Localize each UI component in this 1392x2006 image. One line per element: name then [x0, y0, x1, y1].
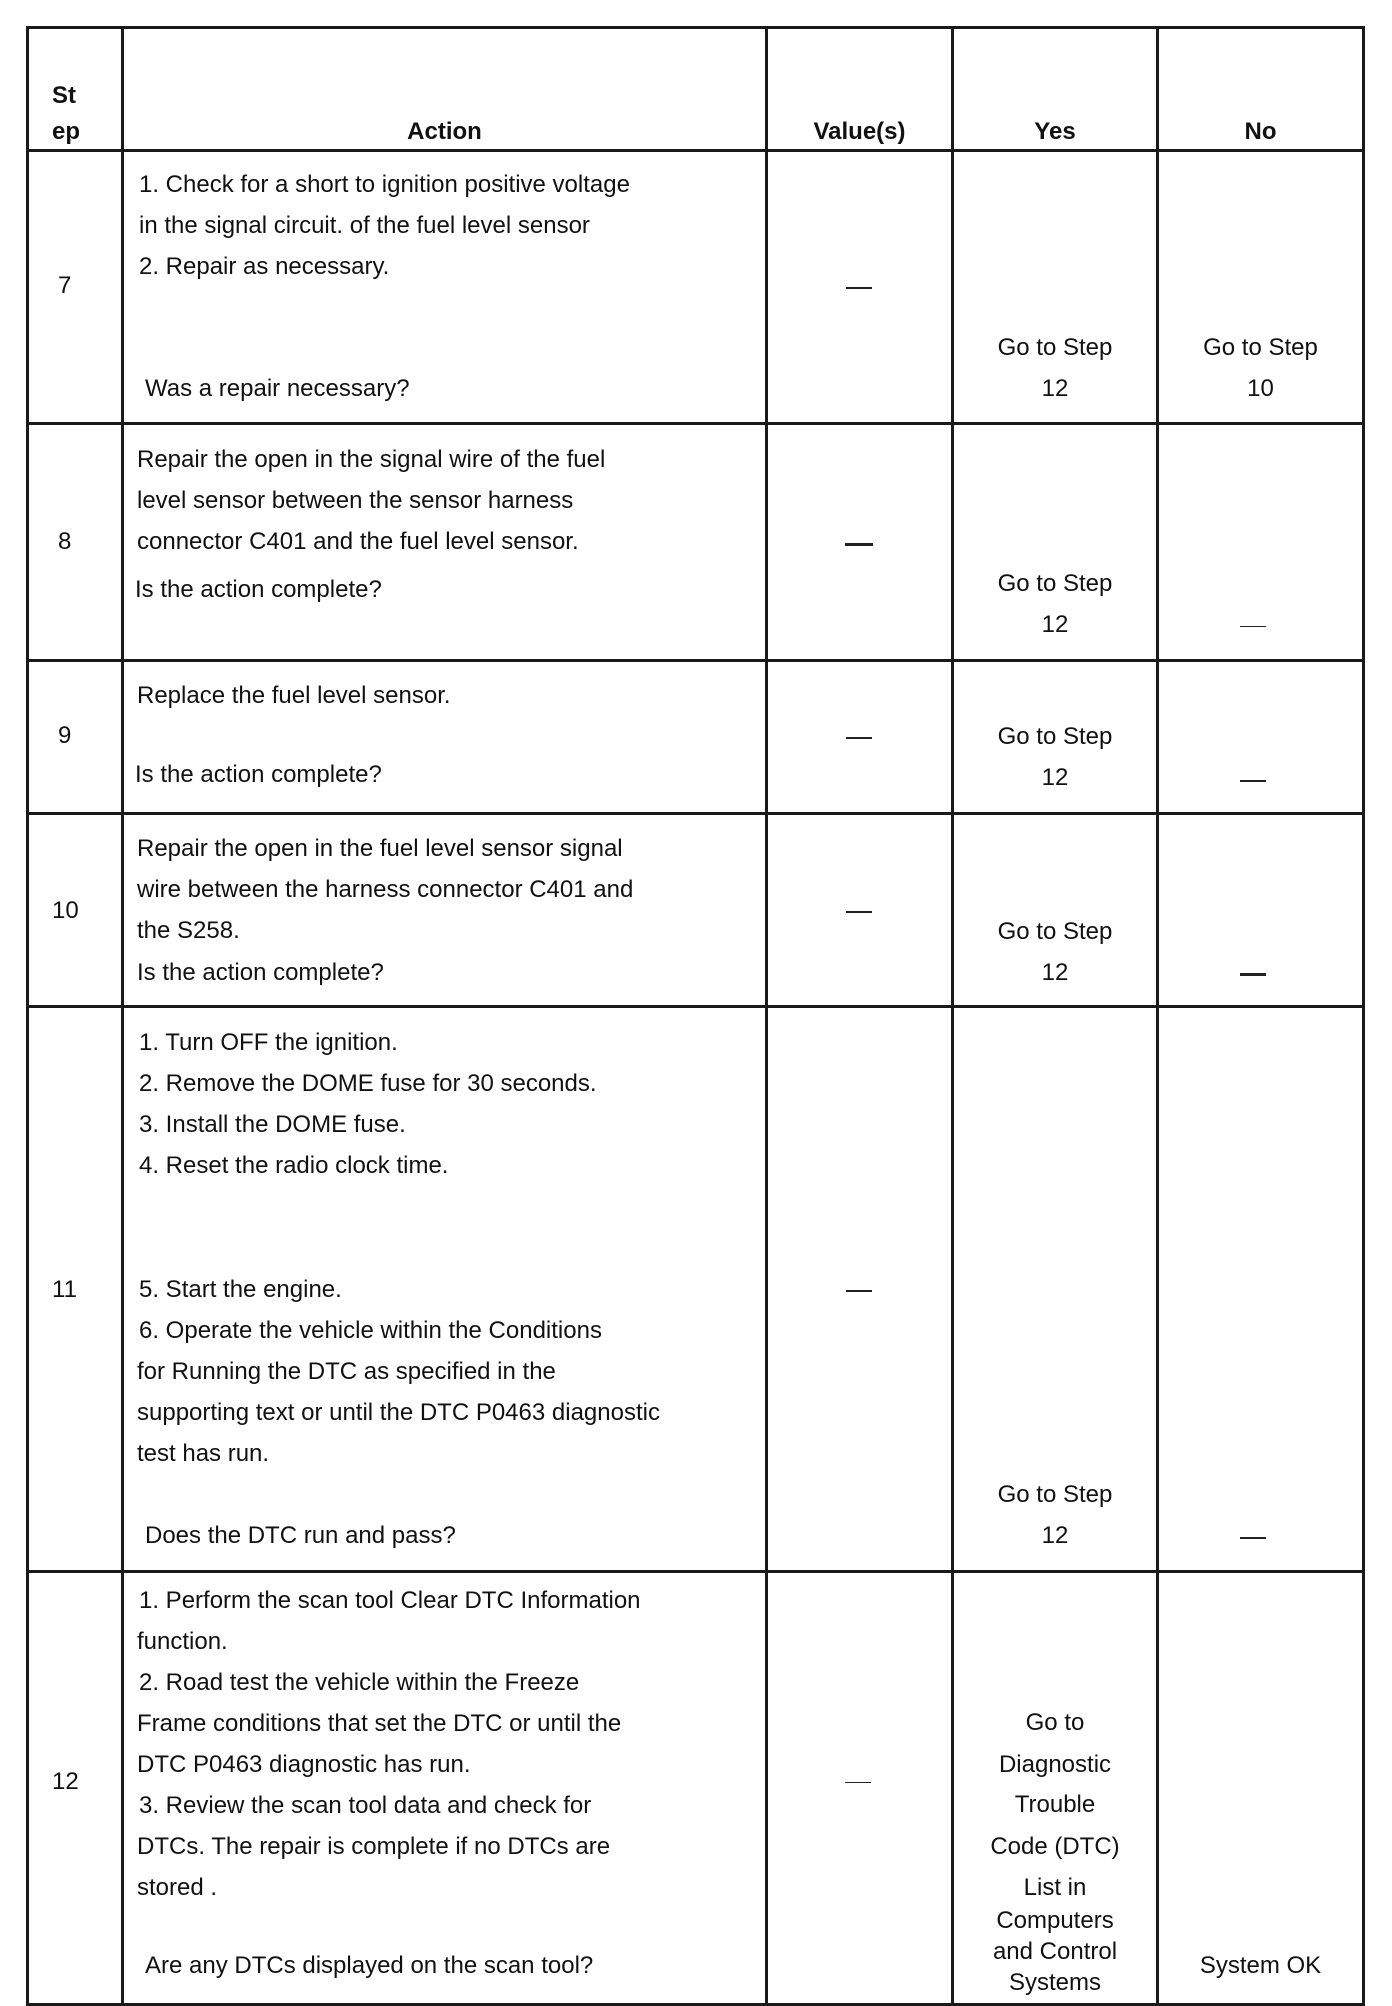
step-number: 11 [52, 1276, 77, 1303]
action-line: 1. Check for a short to ignition positive voltage [139, 171, 630, 198]
action-line: 1. Perform the scan tool Clear DTC Information [139, 1587, 641, 1614]
step-number: 12 [52, 1768, 79, 1795]
header-action: Action [407, 118, 482, 145]
yes-target: Trouble [1014, 1791, 1096, 1818]
value-dash-mark [846, 737, 872, 739]
yes-target: Code (DTC) [990, 1833, 1120, 1860]
header-no: No [1244, 118, 1277, 145]
action-line: DTCs. The repair is complete if no DTCs are [137, 1833, 611, 1860]
yes-target: Go to [1025, 1709, 1085, 1736]
yes-target: Go to Step [997, 334, 1113, 361]
action-question: Are any DTCs displayed on the scan tool? [145, 1952, 594, 1979]
action-line: Repair the open in the signal wire of the fuel [137, 446, 606, 473]
action-line: wire between the harness connector C401 and [137, 876, 634, 903]
column-divider [1156, 26, 1159, 2006]
yes-target: 12 [1041, 1522, 1069, 1549]
yes-target: and Control [992, 1938, 1118, 1965]
action-line: 2. Repair as necessary. [139, 253, 390, 280]
header-yes: Yes [1034, 118, 1076, 145]
value-dash [768, 272, 951, 300]
action-question: Is the action complete? [135, 576, 382, 603]
action-line: 2. Road test the vehicle within the Freeze [139, 1669, 580, 1696]
no-target: System OK [1199, 1952, 1322, 1979]
no-dash [1159, 764, 1362, 792]
action-line: 5. Start the engine. [139, 1276, 342, 1303]
action-line: level sensor between the sensor harness [137, 487, 574, 514]
yes-target: Go to Step [997, 570, 1113, 597]
yes-target: 12 [1041, 959, 1069, 986]
yes-target: Diagnostic [998, 1751, 1112, 1778]
value-dash-mark [846, 911, 872, 913]
action-line: supporting text or until the DTC P0463 diagnostic [137, 1399, 660, 1426]
action-line: the S258. [137, 917, 240, 944]
action-line: function. [137, 1628, 228, 1655]
action-line: DTC P0463 diagnostic has run. [137, 1751, 471, 1778]
row-divider [26, 1570, 1365, 1573]
yes-target: 12 [1041, 611, 1069, 638]
action-question: Is the action complete? [137, 959, 384, 986]
no-dash [1159, 1522, 1362, 1550]
no-dash-mark [1240, 1537, 1266, 1539]
action-line: test has run. [137, 1440, 270, 1467]
yes-target: Computers [996, 1907, 1114, 1934]
header-divider [26, 149, 1365, 152]
header-values: Value(s) [813, 118, 906, 145]
value-dash-mark [846, 1290, 872, 1292]
yes-target: Go to Step [997, 723, 1113, 750]
action-line: Frame conditions that set the DTC or until the [137, 1710, 622, 1737]
yes-target: List in [1023, 1874, 1087, 1901]
yes-target: Go to Step [997, 1481, 1113, 1508]
table-border-top [26, 26, 1365, 29]
row-divider [26, 422, 1365, 425]
action-line: Repair the open in the fuel level sensor signal [137, 835, 623, 862]
yes-target: 12 [1041, 764, 1069, 791]
action-question: Is the action complete? [135, 761, 382, 788]
table-border-right [1362, 26, 1365, 2006]
no-dash-mark [1240, 626, 1266, 627]
header-step-line2: ep [52, 118, 81, 145]
no-target: Go to Step [1203, 334, 1318, 361]
action-line: in the signal circuit. of the fuel level sensor [139, 212, 590, 239]
no-dash-mark [1240, 780, 1266, 782]
action-question: Was a repair necessary? [145, 375, 410, 402]
row-divider [26, 659, 1365, 662]
table-border-left [26, 26, 29, 2006]
step-number: 10 [52, 897, 79, 924]
no-dash [1159, 611, 1362, 639]
yes-target: Systems [1008, 1969, 1101, 1996]
action-line: 2. Remove the DOME fuse for 30 seconds. [139, 1070, 597, 1097]
value-dash-mark [846, 287, 872, 289]
action-question: Does the DTC run and pass? [145, 1522, 456, 1549]
step-number: 7 [58, 272, 72, 299]
row-divider [26, 1005, 1365, 1008]
value-dash [768, 722, 951, 750]
value-dash [768, 528, 951, 556]
action-line: 4. Reset the radio clock time. [139, 1152, 449, 1179]
column-divider [121, 26, 124, 2006]
action-line: 3. Install the DOME fuse. [139, 1111, 406, 1138]
action-line: 1. Turn OFF the ignition. [139, 1029, 398, 1056]
action-line: connector C401 and the fuel level sensor. [137, 528, 579, 555]
action-line: 3. Review the scan tool data and check for [139, 1792, 592, 1819]
column-divider [765, 26, 768, 2006]
value-dash-mark [845, 543, 873, 546]
step-number: 8 [58, 528, 72, 555]
no-target: 10 [1247, 375, 1274, 402]
action-line: stored . [137, 1874, 218, 1901]
yes-target: 12 [1041, 375, 1069, 402]
row-divider [26, 812, 1365, 815]
no-dash-mark [1240, 973, 1266, 976]
action-line: 6. Operate the vehicle within the Conditions [139, 1317, 602, 1344]
step-number: 9 [58, 722, 72, 749]
value-dash-mark [845, 1782, 871, 1783]
yes-target: Go to Step [997, 918, 1113, 945]
action-line: Replace the fuel level sensor. [137, 682, 451, 709]
header-step-line1: St [52, 82, 76, 109]
action-line: for Running the DTC as specified in the [137, 1358, 556, 1385]
